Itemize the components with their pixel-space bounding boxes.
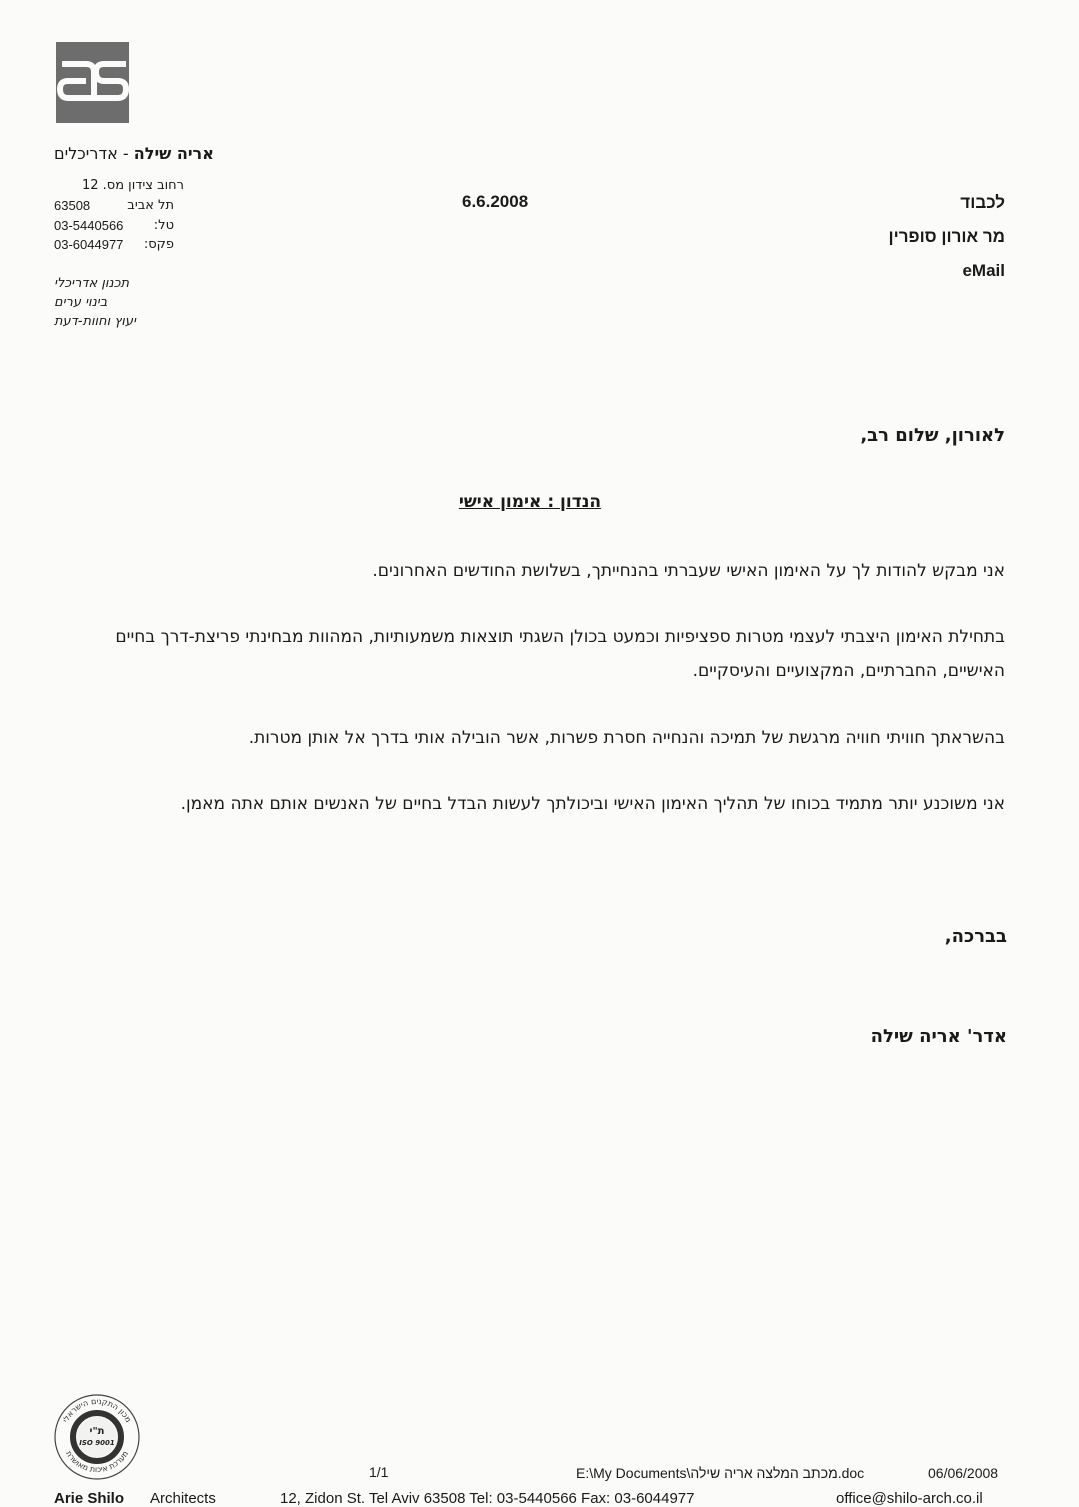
address-phone (54, 218, 184, 234)
footer-email: office@shilo-arch.co.il (836, 1490, 983, 1507)
recipient-channel: eMail (962, 261, 1005, 280)
body-paragraph: בהשראתך חוויתי חוויה מרגשת של תמיכה והנחייה חסרת פשרות, אשר הובילה אותי בדרך אל אותן מטרות. (248, 728, 1005, 748)
firm-title: אדריכלים (54, 144, 118, 163)
body-paragraph: בתחילת האימון היצבתי לעצמי מטרות ספציפיות וכמעט בכולן השגתי תוצאות משמעותיות, המהוות מבחינתי פריצת-דרך בחיים האישיים, החברתיים, המקצועיים והעיסקיים. (115, 627, 1005, 681)
address-street: רחוב צידון מס. 12 (81, 178, 184, 193)
phone-label: טל: (153, 218, 174, 233)
footer-contact: 12, Zidon St. Tel Aviv 63508 Tel: 03-5440566 Fax: 03-6044977 (280, 1490, 695, 1507)
page-number: 1/1 (369, 1464, 389, 1480)
firm-name: אריה שילה (133, 144, 214, 163)
file-path: E:\My Documents\מכתב המלצה אריה שילה.doc (576, 1465, 865, 1481)
seal-bottom-text: מערכת איכות מאושרת (64, 1449, 130, 1475)
logo-mark-icon (56, 42, 129, 123)
phone-number: 03-5440566 (54, 218, 124, 233)
body-paragraph: אני מבקש להודות לך על האימון האישי שעברתי בהנחייתך, בשלושת החודשים האחרונים. (372, 561, 1005, 581)
firm-name-line (54, 144, 254, 163)
city-label: תל אביב (127, 198, 174, 213)
fax-label: פקס: (143, 237, 174, 252)
recipient-name: מר אורון סופרין (888, 227, 1005, 246)
greeting: לאורון, שלום רב, (860, 425, 1005, 446)
seal-top-text: מכון התקנים הישראלי (60, 1396, 134, 1424)
footer-company: Arie Shilo (54, 1490, 125, 1507)
company-logo (56, 42, 129, 123)
seal-mark: ת"י (89, 1426, 105, 1437)
address-fax (54, 237, 184, 253)
service-item: תכנון אדריכלי (54, 276, 130, 291)
postal-code: 63508 (54, 198, 91, 213)
subject-line: הנדון : אימון אישי (458, 492, 602, 512)
fax-number: 03-6044977 (54, 237, 124, 252)
service-item: יעוץ וחוות-דעת (54, 314, 136, 329)
signature: אדר' אריה שילה (870, 1026, 1007, 1047)
letter-date: 6.6.2008 (462, 192, 529, 211)
services-list (54, 274, 154, 331)
closing: בברכה, (944, 926, 1007, 947)
body-paragraph: אני משוכנע יותר מתמיד בכוחו של תהליך האימון האישי וביכולתך לעשות הבדל בחיים של האנשים אותם אתה מאמן. (180, 794, 1005, 814)
footer-role: Architects (150, 1490, 216, 1507)
firm-separator: - (122, 144, 129, 163)
print-date: 06/06/2008 (928, 1465, 999, 1481)
seal-standard: ISO 9001 (79, 1439, 115, 1447)
address-city (54, 198, 184, 214)
service-item: בינוי ערים (54, 295, 108, 310)
iso-seal (52, 1392, 142, 1482)
iso-seal-icon (52, 1392, 142, 1482)
recipient-salutation: לכבוד (960, 193, 1005, 212)
